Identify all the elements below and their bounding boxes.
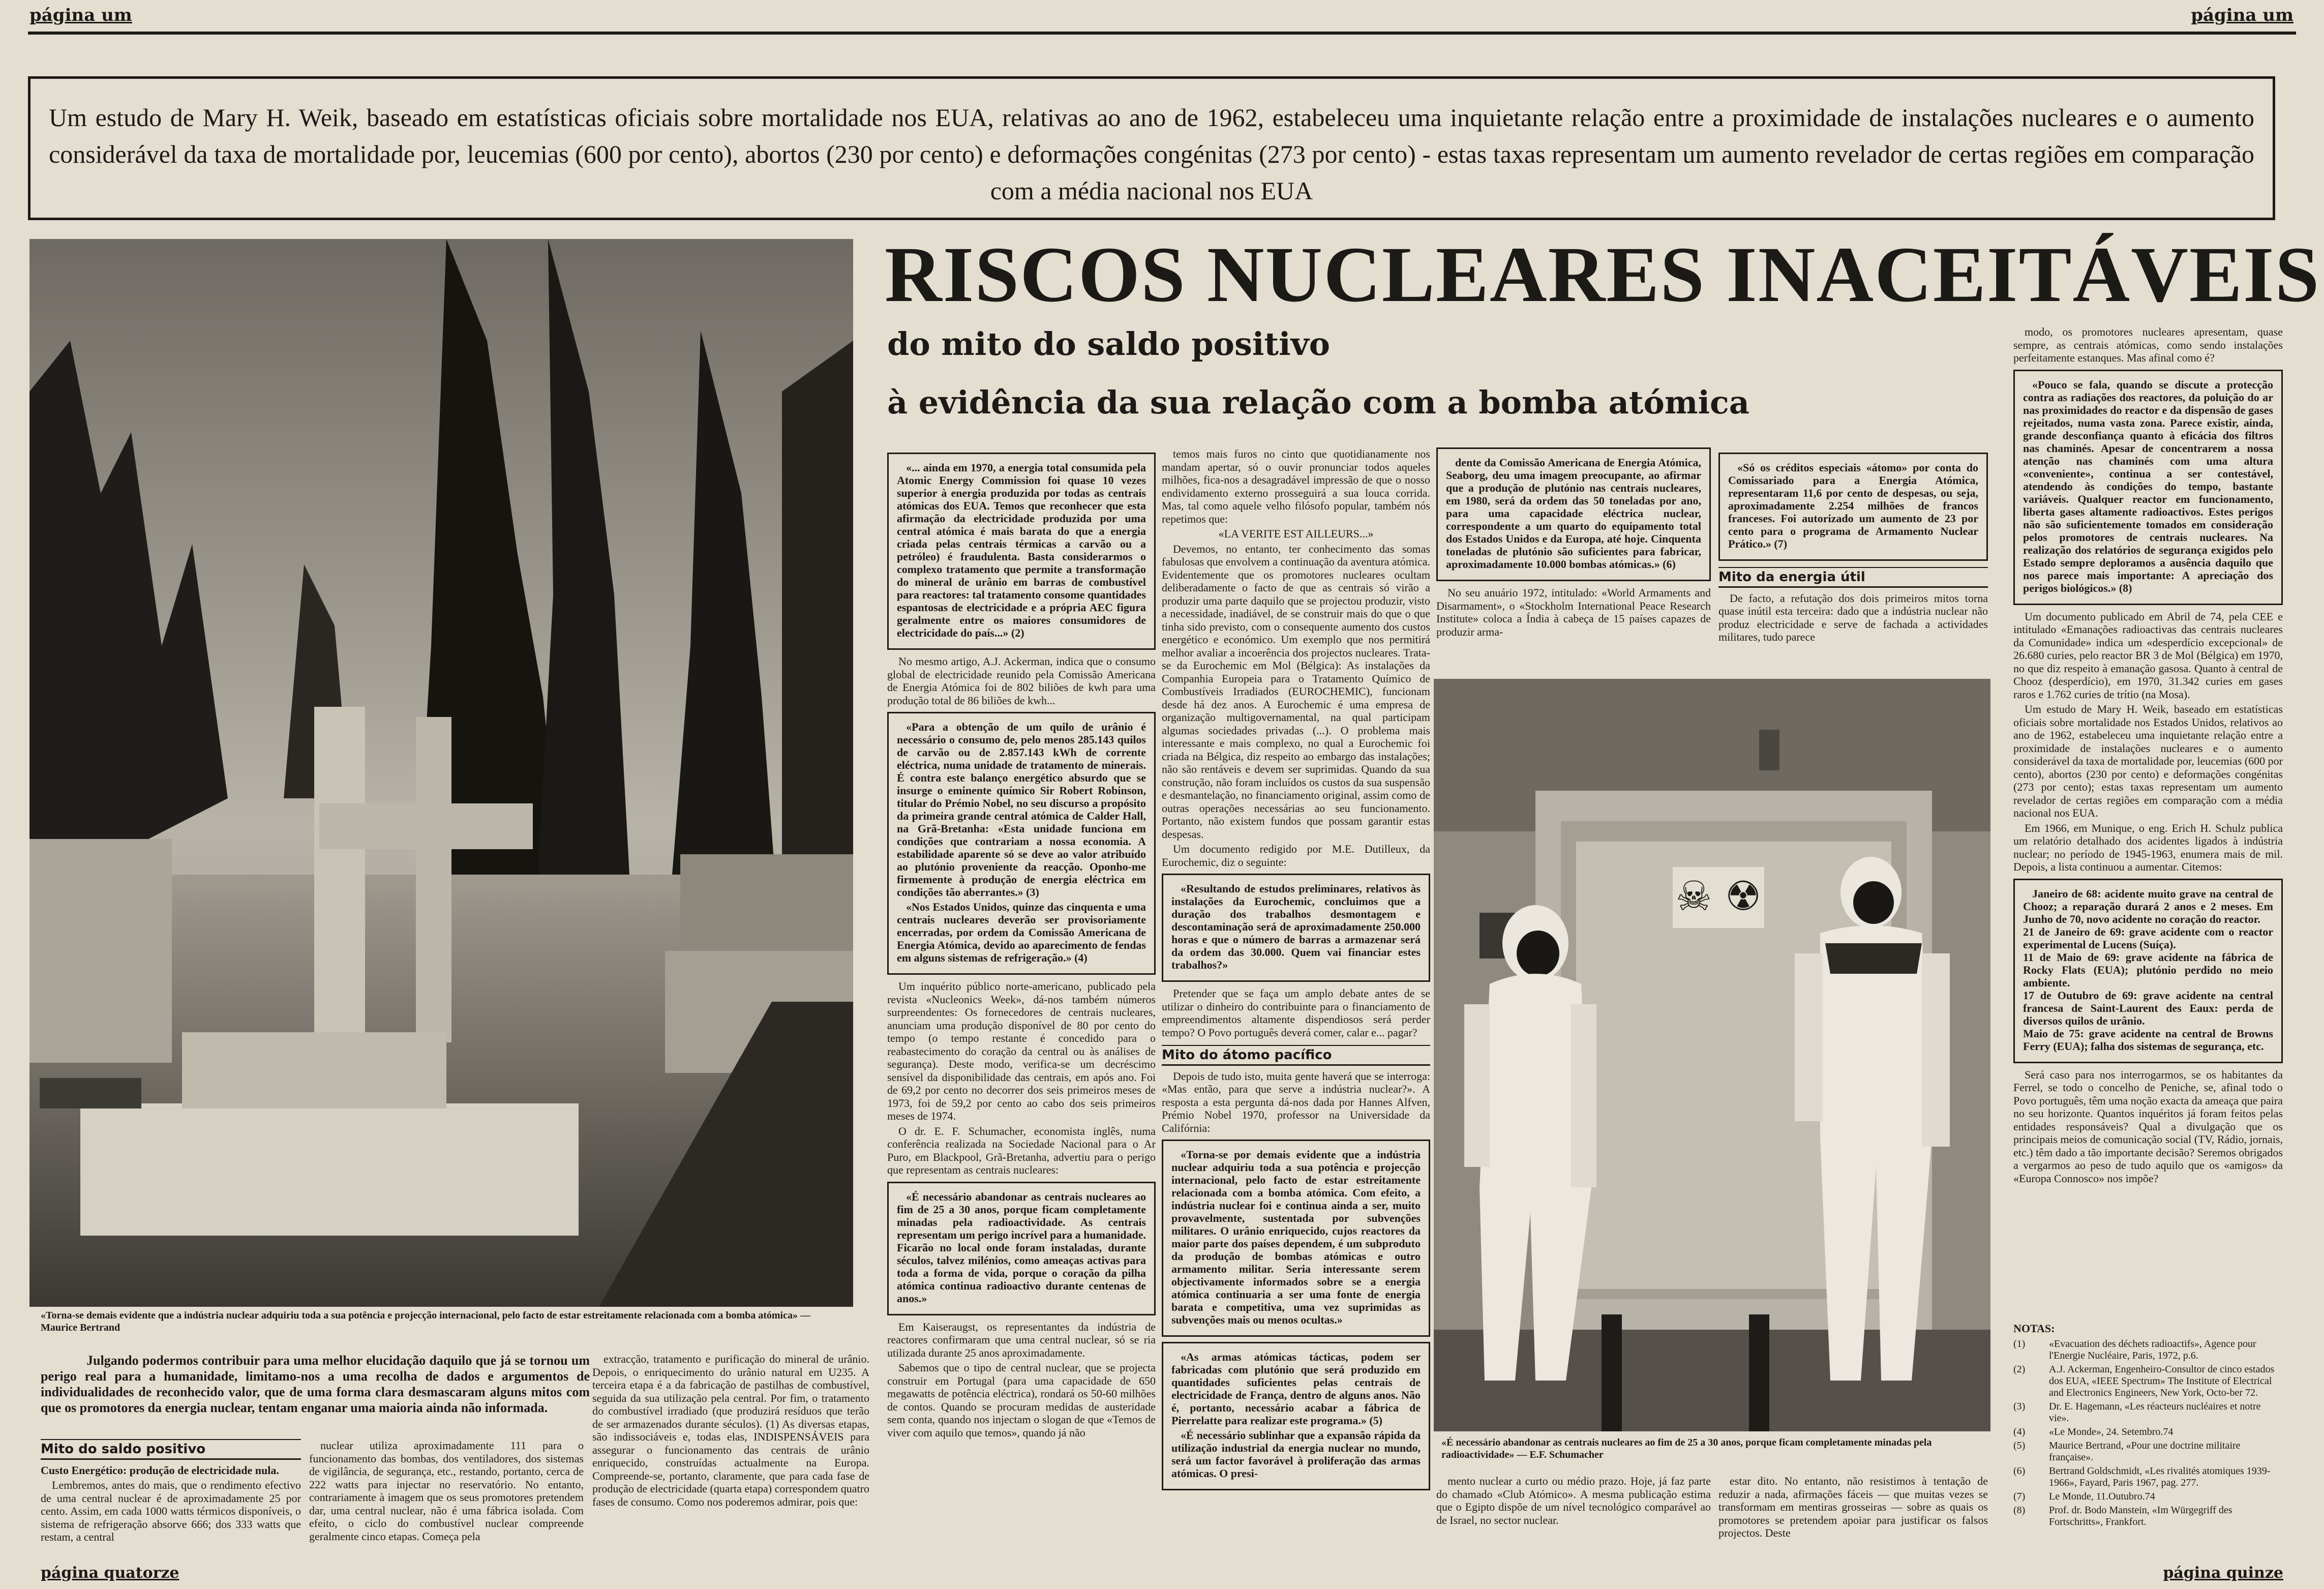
quote-robinson — [887, 712, 1156, 975]
quote-ackerman — [887, 453, 1156, 650]
col-e-p1: De facto, a refutação dos dois primeiros mitos torna quase inútil esta terceira: dado que a indústria nuclear não produz electricidade e serve de fachada a actividades militares, tudo parece — [1718, 591, 1988, 643]
quote-dutilleux — [1162, 874, 1430, 982]
workers-photo — [1434, 679, 1990, 1431]
left-lead: Julgando podermos contribuir para uma melhor elucidação daquilo que já se tornou um perigo real para a humanidade, limitamo-nos a uma recolha de dados e argumentos de individualidades de reconhecido valor, que de uma forma clara desmascaram alguns mitos com que os promotores da energia nuclear, tentam enganar uma maioria ainda não informada. — [41, 1353, 590, 1415]
quote-schumacher — [887, 1182, 1156, 1315]
col-f-p5: Será caso para nos interrogarmos, se os habitantes da Ferrel, se todo o concelho de Peniche, se, afinal todo o Povo português, têm uma noção exacta da ameaça que paira no seu horizonte. Quantos inquéritos já foram feitos pelas entidades responsáveis? Qual a divulgação que os principais meios de comunicação social (TV, Rádio, jornais, etc.) têm dado a tão importante decisão? Seremos obrigados a vergarmos ao peso de tudo aquilo que os «amigos» da «Europa Connosco» nos impõe? — [2013, 1068, 2283, 1185]
cemetery-photo — [29, 239, 853, 1307]
note-text: A.J. Ackerman, Engenheiro-Consultor de cinco estados dos EUA, «IEEE Spectrum» The Institute of Electrical and Electronics Engineers, New York, Octo-ber 72. — [2049, 1364, 2275, 1398]
note-number: (8) — [2013, 1505, 2026, 1516]
quote-seaborg-text: dente da Comissão Americana de Energia Atómica, Seaborg, deu uma imagem preocupante, ao afirmar que a produção de plutónio nas centrais nucleares, em 1980, será da ordem das 50 toneladas por ano, para uma capacidade eléctrica nuclear, correspondente a um quarto do equipamento total dos Estados Unidos e da Europa, até hoje. Cinquenta toneladas de plutónio são suficientes para fabricar, aproximadamente 10.000 bombas atómicas.» (6) — [1446, 456, 1701, 571]
col-d-p-bottom: mento nuclear a curto ou médio prazo. Hoje, já faz parte do chamado «Club Atómico». A mesma publicação estima que o Egipto dispõe de um nível tecnológico comparável ao de Israel, no sector nuclear. — [1436, 1475, 1711, 1526]
col-b-p1: No mesmo artigo, A.J. Ackerman, indica que o consumo global de electricidade reunido pela Comissão Americana de Energia Atómica foi de 802 biliões de kwh para uma produção total de 86 biliões de kwh... — [887, 655, 1156, 707]
col-a1-text: Lembremos, antes do mais, que o rendimento efectivo de uma central nuclear é de aproximadamente 25 por cento. Assim, em cada 1000 watts térmicos disponíveis, o sistema de refrigeração absorve 666; dos 333 watts que restam, a central — [41, 1479, 301, 1543]
note-item — [2013, 1401, 2283, 1424]
note-number: (7) — [2013, 1491, 2026, 1502]
quote-usa-text: «Nos Estados Unidos, quinze das cinquenta e uma centrais nucleares deverão ser provisoriamente encerradas, por ordem da Comissão Americana de Energia Atómica, devido ao aparecimento de fendas em alguns sistemas de refrigeração.» (4) — [897, 901, 1146, 964]
headline: RISCOS NUCLEARES INACEITÁVEIS — [885, 230, 2320, 318]
col-a2 — [309, 1439, 584, 1571]
col-f-p4: Em 1966, em Munique, o eng. Erich H. Schulz publica um relatório detalhado dos acidentes ligados à indústria nuclear; no período de 1945-1963, enumera mais de mil. Depois, a lista continuou a aumentar. Citemos: — [2013, 821, 2283, 873]
cemetery-image — [29, 239, 853, 1307]
section-mito-atomo: Mito do átomo pacífico — [1162, 1045, 1430, 1066]
running-header-left: página um — [29, 5, 132, 25]
quote-seaborg — [1436, 447, 1711, 581]
subtitle-1: do mito do saldo positivo — [887, 325, 1330, 363]
photo-right-caption: «É necessário abandonar as centrais nucleares ao fim de 25 a 30 anos, porque ficam completamente minadas pela radioactividade» — E.F. Schumacher — [1441, 1437, 1932, 1460]
quote-bertrand — [1162, 1342, 1430, 1490]
intro-box: Um estudo de Mary H. Weik, baseado em estatísticas oficiais sobre mortalidade nos EUA, relativas ao ano de 1962, estabeleceu uma inquietante relação entre a proximidade de instalações nucleares e o aumento considerável da taxa de mortalidade por, leucemias (600 por cento), abortos (230 por cento) e deformações congénitas (273 por cento) - estas taxas representam um aumento revelador de certas regiões em comparação com a média nacional nos EUA — [28, 76, 2275, 220]
note-number: (5) — [2013, 1440, 2026, 1451]
note-number: (6) — [2013, 1465, 2026, 1477]
col-e-p-bottom: estar dito. No entanto, não resistimos à tentação de reduzir a nada, afirmações fáceis — que muitas vezes se transformam em mentiras grosseiras — sobre as quais os promotores se pretendem apoiar para justificar os falsos projectos. Deste — [1718, 1475, 1988, 1539]
notes-list — [2013, 1338, 2283, 1528]
note-text: Bertrand Goldschmidt, «Les rivalités atomiques 1939-1966», Fayard, Paris 1967, pag. 277. — [2049, 1465, 2271, 1488]
accident-list — [2013, 879, 2283, 1063]
quote-alfven — [1162, 1140, 1430, 1337]
note-text: «Evacuation des déchets radioactifs», Agence pour l'Energie Nucléaire, Paris, 1972, p.6. — [2049, 1338, 2256, 1361]
col-a1-subhead: Custo Energético: produção de electricidade nula. — [41, 1463, 279, 1477]
quote-bertrand-text: «As armas atómicas tácticas, podem ser fabricadas com plutónio que será produzido em quantidades suficientes pelas centrais de electricidade de França, dentro de alguns anos. Não é, portanto, necessário acabar a fábrica de Pierrelatte para realizar este programa.» (5) — [1171, 1351, 1421, 1427]
subtitle-2: à evidência da sua relação com a bomba atómica — [887, 384, 1749, 421]
header-rule — [28, 32, 2296, 35]
quote-cea — [1718, 453, 1988, 561]
col-e-bottom — [1718, 1475, 1988, 1566]
col-a1 — [41, 1439, 301, 1571]
col-b-p2: Um inquérito público norte-americano, publicado pela revista «Nucleonics Week», dá-nos também números surpreendentes: Os fornecedores de centrais nucleares, anunciam uma produção disponível de 80 por cento do tempo (o tempo restante é concedido para o reabastecimento do coração da central ou às análises de segurança). Deste modo, verifica-se um decréscimo sensível da disponibilidade das centrais, em após ano. Foi de 69,2 por cento no decorrer dos seis primeiros meses de 1973, foi de 59,2 por cento ao cabo dos seis primeiros meses de 1974. — [887, 980, 1156, 1122]
note-text: Maurice Bertrand, «Pour une doctrine militaire française». — [2049, 1440, 2241, 1463]
col-f — [2013, 325, 2283, 1317]
footer-right: página quinze — [2163, 1564, 2283, 1582]
col-c-p2: «LA VERITE EST AILLEURS...» — [1218, 527, 1374, 540]
quote-schumacher-text: «É necessário abandonar as centrais nucleares ao fim de 25 a 30 anos, porque ficam completamente minadas pela radioactividade. As centrais representam um perigo incrível para a humanidade. Ficarão no local onde foram instaladas, durante séculos, talvez milénios, como ameaças activas para toda a forma de vida, porque o coração da pilha atómica continua radioactivo durante centenas de anos.» — [897, 1190, 1146, 1305]
section-mito-energia: Mito da energia útil — [1718, 567, 1988, 588]
quote-manstein — [2013, 370, 2283, 605]
col-a2-text: nuclear utiliza aproximadamente 111 para o funcionamento das bombas, dos ventiladores, dos sistemas de vigilância, de segurança, etc., restando, portanto, cerca de 222 watts para injectar no reservatório. No entanto, contrariamente à imagem que os seus promotores pretendem dar, uma central nuclear, não é uma fábrica isolada. Com efeito, o ciclo do combustível nuclear compreende geralmente cinco etapas. Começa pela — [309, 1439, 584, 1543]
col-c-p3: Devemos, no entanto, ter conhecimento das somas fabulosas que envolvem a continuação da aventura atómica. Evidentemente que os promotores nucleares ocultam deliberadamente o facto de que as centrais só virão a produzir uma parte daquilo que se projectou produzir, visto a necessidade, inadiável, de se construir mais do que o que tinha sido previsto, com o consequente aumento dos custos energético e económico. Um exemplo que nos permitirá melhor avaliar a incoerência dos projectos nucleares. Trata-se da Eurochemic em Mol (Bélgica): As instalações da Companhia Europeia para o Tratamento Químico de Combustíveis Irradiados (EUROCHEMIC), funcionam desde há dez anos. A Eurochemic é uma empresa de organização multigovernamental, na qual participam algumas sociedades privadas (...). O problema mais interessante e mais complexo, no qual a Eurochemic foi criada na Bélgica, diz respeito ao embargo das instalações; não são rentáveis e devem ser suprimidas. Quando da sua construção, não foram incluídos os custos da sua suspensão e desmantelação, no financiamento original, assim como de outras operações necessárias ao seu funcionamento. Portanto, não existem fundos que possam garantir estas despesas. — [1162, 542, 1430, 841]
col-b-p4: Em Kaiseraugst, os representantes da indústria de reactores confirmaram que uma central nuclear, só se ria utilizada durante 25 anos aproximadamente. — [887, 1320, 1156, 1359]
col-c-p5: Pretender que se faça um amplo debate antes de se utilizar o dinheiro do contribuinte para o financiamento de empreendimentos altamente dispendiosos será perder tempo? O Povo português deverá comer, calar e... pagar? — [1162, 987, 1430, 1039]
notes-title: NOTAS: — [2013, 1322, 2055, 1335]
note-number: (4) — [2013, 1426, 2026, 1437]
note-item — [2013, 1338, 2283, 1362]
note-item — [2013, 1491, 2283, 1503]
quote-cea-text: «Só os créditos especiais «átomo» por conta do Comissariado para a Energia Atómica, representaram 11,6 por cento de despesas, ou seja, aproximadamente 2.254 milhões de francos franceses. Foi autorizado um aumento de 23 por cento para o programa de Armamento Nuclear Prático.» (7) — [1728, 461, 1978, 550]
note-item — [2013, 1465, 2283, 1489]
col-f-p1: modo, os promotores nucleares apresentam, quase sempre, as centrais atómicas, como sendo instalações perfeitamente estanques. Mas afinal como é? — [2013, 325, 2283, 364]
col-c-p1: temos mais furos no cinto que quotidianamente nos mandam apertar, só o ouvir pronunciar todos aqueles milhões, fica-nos a desagradável impressão de que o nosso endividamento externo prosseguirá a sua louca corrida. Mas, tal como aquele velho filósofo popular, também nós repetimos que: — [1162, 447, 1430, 525]
footer-left: página quatorze — [41, 1564, 179, 1582]
col-c-p6: Depois de tudo isto, muita gente haverá que se interroga: «Mas então, para que serve a indústria nuclear?». A resposta a esta pergunta dá-nos dada por Hannes Alfven, Prémio Nobel 1970, professor na Universidade da Califórnia: — [1162, 1069, 1430, 1134]
quote-alfven-text: «Torna-se por demais evidente que a indústria nuclear adquiriu toda a sua potência e projecção internacional, pelo facto de estar estreitamente relacionada com a bomba atómica. Com efeito, a indústria nuclear foi e continua ainda a ser, muito provavelmente, sustentada por subvenções militares. O urânio enriquecido, cujos reactores da maior parte dos países dependem, é um subproduto da produção de bombas atómicas e outro armamento militar. Seria interessante serem objectivamente informados sobre se a energia atómica continuaria a ser uma fonte de energia barata e competitiva, uma vez suprimidas as subvenções mais ou menos ocultas.» — [1171, 1148, 1421, 1326]
note-number: (1) — [2013, 1338, 2026, 1350]
quote-manstein-text: «Pouco se fala, quando se discute a protecção contra as radiações dos reactores, da poluição do ar nas proximidades do reactor e da dispensão de gases rejeitados, numa vasta zona. Parece existir, ainda, grande desconfiança quanto à eficácia dos filtros nas chaminés. Apesar de concentrarem a nossa atenção nas chaminés com uma altura «conveniente», continua a ser contestável, atendendo às condições do tempo, bastante variáveis. Qualquer reactor em funcionamento, liberta gases altamente radioactivos. Estes perigos não são suficientemente tomados em consideração pelos promotores de centrais nucleares. Na realização dos relatórios de segurança exigidos pelo Estado sempre deploramos a ausência daquilo que nos parece mais importante: A apreciação dos perigos biológicos.» (8) — [2023, 378, 2273, 594]
photo-left-caption: «Torna-se demais evidente que a indústria nuclear adquiriu toda a sua potência e projecção internacional, pelo facto de estar estreitamente relacionada com a bomba atómica» — Maurice Bertrand — [41, 1310, 810, 1333]
col-f-p3: Um estudo de Mary H. Weik, baseado em estatísticas oficiais sobre mortalidade nos Estados Unidos, relativos ao ano de 1962, estabeleceu uma inquietante relação entre a proximidade de instalações nucleares e o aumento considerável da taxa de mortalidade por, leucemias (600 por cento), abortos (230 por cento) e deformações congénitas (273 por cento); estas taxas representam um aumento revelador de certas regiões em comparação com a média nacional nos EUA. — [2013, 703, 2283, 819]
note-text: Le Monde, 11.Outubro.74 — [2049, 1491, 2155, 1502]
svg-text:☠ ☢: ☠ ☢ — [1675, 873, 1762, 920]
col-b-p5: Sabemos que o tipo de central nuclear, que se projecta construir em Portugal (para uma capacidade de 650 megawatts de potência eléctrica), rondará os 50-60 milhões de contos. Quando se procuram medidas de austeridade sem conta, quando nos injectam o slogan de que «Temos de viver com aquilo que temos», quando já não — [887, 1361, 1156, 1439]
note-number: (3) — [2013, 1401, 2026, 1412]
col-d-bottom — [1436, 1475, 1711, 1566]
col-c — [1162, 447, 1430, 1561]
col-c-p4: Um documento redigido por M.E. Dutilleux, da Eurochemic, diz o seguinte: — [1162, 843, 1430, 868]
note-text: Dr. E. Hagemann, «Les réacteurs nucléaires et notre vie». — [2049, 1401, 2261, 1424]
section-mito-saldo: Mito do saldo positivo — [41, 1439, 301, 1460]
col-a3-text: extracção, tratamento e purificação do mineral de urânio. Depois, o enriquecimento do urânio natural em U235. A terceira etapa é a da fabricação de pastilhas de combustível, seguida da sua utilização pela central. Por fim, o tratamento do combustível irradiado (que produzirá resíduos que terão de ser armazenados durante séculos). (1) As diversas etapas, são indissociáveis e, todas elas, INDISPENSÁVEIS para assegurar o funcionamento das centrais de urânio enriquecido, construídas actualmente na Europa. Compreende-se, portanto, claramente, que para cada fase de produção de electricidade (quarta etapa) correspondem quatro fases de consumo. Como nos poderemos admirar, pois que: — [592, 1353, 869, 1508]
running-header-right: página um — [2191, 5, 2293, 25]
col-f-p2: Um documento publicado em Abril de 74, pela CEE e intitulado «Emanações radioactivas das centrais nucleares da Comunidade» indica um «desperdício excepcional» de 26.680 curies, pelo reactor BR 3 de Mol (Bélgica) em 1970, no que diz respeito à emanação gasosa. Quanto à central de Chooz (desperdício), em 1970, 31.342 curies em gases raros e 1.762 curies de trítio (na Mosa). — [2013, 610, 2283, 701]
col-a3 — [592, 1353, 869, 1571]
note-item — [2013, 1426, 2283, 1438]
note-item — [2013, 1364, 2283, 1399]
note-text: «Le Monde», 24. Setembro.74 — [2049, 1426, 2174, 1437]
col-d-p1: No seu anuário 1972, intitulado: «World Armaments and Disarmament», o «Stockholm International Peace Research Institute» coloca a Índia à cabeça de 15 países capazes de produzir arma- — [1436, 586, 1711, 638]
notes — [2013, 1322, 2283, 1566]
note-text: Prof. dr. Bodo Manstein, «Im Würgegriff des Fortschritts», Frankfort. — [2049, 1505, 2232, 1527]
hazmat-workers-image — [1434, 679, 1990, 1431]
quote-dutilleux-text: «Resultando de estudos preliminares, relativos às instalações da Eurochemic, concluimos que a duração dos trabalhos desmontagem e descontaminação será de aproximadamente 250.000 horas e que o número de barras a armazenar será da ordem das 30.000. Quem vai financiar estes trabalhos?» — [1171, 882, 1421, 971]
note-number: (2) — [2013, 1364, 2026, 1375]
quote-robinson-text: «Para a obtenção de um quilo de urânio é necessário o consumo de, pelo menos 285.143 quilos de carvão ou de 2.857.143 kWh de corrente eléctrica, numa unidade de tratamento de minerais. É contra este balanço energético absurdo que se insurge o eminente químico Sir Robert Robinson, titular do Prémio Nobel, no seu discurso a propósito da primeira grande central atómica de Calder Hall, na Grã-Bretanha: «Esta unidade funciona em condições que contrariam a nossa economia. A estabilidade aparente só se deve ao valor atribuído ao plutónio proveniente da reacção. Oponho-me firmemente à produção de energia eléctrica em condições tão aberrantes.» (3) — [897, 721, 1146, 898]
col-d-top — [1436, 447, 1711, 681]
col-b-p3: O dr. E. F. Schumacher, economista inglês, numa conferência realizada na Sociedade Nacional para o Ar Puro, em Blackpool, Grã-Bretanha, advertiu para o perigo que representam as centrais nucleares: — [887, 1124, 1156, 1176]
note-item — [2013, 1505, 2283, 1528]
quote-proliferacao-text: «É necessário sublinhar que a expansão rápida da utilização industrial da energia nuclear no mundo, será um factor favorável à proliferação das armas atómicas. O presi- — [1171, 1429, 1421, 1480]
col-e-top — [1718, 447, 1988, 681]
note-item — [2013, 1440, 2283, 1463]
col-b — [887, 447, 1156, 1561]
quote-ackerman-text: «... ainda em 1970, a energia total consumida pela Atomic Energy Commission foi quase 10 vezes superior à energia produzida por todas as centrais atómicas dos EUA. Temos que reconhecer que esta afirmação da electricidade produzida por uma central atómica é mais barata do que a energia criada pelas centrais térmicas a carvão ou a petróleo) é fraudulenta. Basta considerarmos o complexo tratamento que permite a transformação do mineral de urânio em barras de combustível para reactores: tal tratamento consome quantidades espantosas de electricidade e a própria AEC figura geralmente entre os maiores consumidores de electricidade do país...» (2) — [897, 461, 1146, 639]
accident-list-text: Janeiro de 68: acidente muito grave na central de Chooz; a reparação durará 2 anos e 2 meses. Em Junho de 70, novo acidente no coração do reactor. 21 de Janeiro de 69: grave acidente com o reactor experimental de Lucens (Suíça). 11 de Maio de 69: grave acidente na fábrica de Rocky Flats (EUA); plutónio perdido no meio ambiente. 17 de Outubro de 69: grave acidente na central francesa de Saint-Laurent des Eaux: perda de diversos quilos de urânio. Maio de 75: grave acidente na central de Browns Ferry (EUA); falha dos sistemas de segurança, etc. — [2023, 887, 2273, 1053]
